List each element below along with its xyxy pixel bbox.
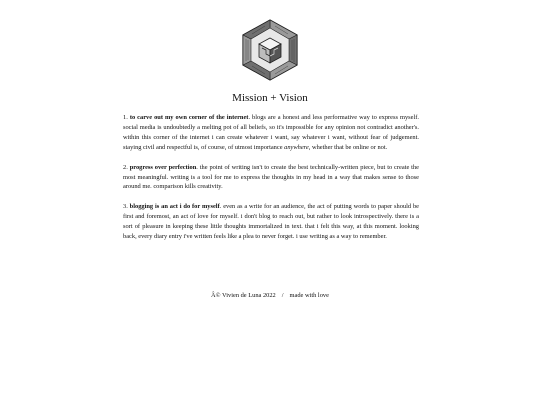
item-emphasis: anywhere xyxy=(284,143,309,151)
item-text: . blogs are a honest and less performative way to express myself. social media is undoubtedly a melting pot of all beliefs, so it's impossible for any opinion not contradict another's. within this corner of the internet i can create whatever i want, say whatever i want, without fear of judgement. staying civil and respectful is, of course, of utmost importance xyxy=(123,114,419,151)
item-number: 2. xyxy=(123,163,128,171)
list-item xyxy=(123,163,419,193)
isometric-cube-logo-icon xyxy=(239,18,301,82)
list-item xyxy=(123,202,419,242)
item-heading: to carve out my own corner of the internet xyxy=(129,114,249,121)
copyright-text: Â© Vivien de Luna 2022 xyxy=(211,292,276,299)
footer-separator: / xyxy=(281,292,284,299)
item-text: . the point of writing isn't to create the best technically-written piece, but to create the most meaningful. writing is a tool for me to express the thoughts in my head in a way that makes sense to those around me. comparison kills creativity. xyxy=(123,163,419,191)
item-number: 3. xyxy=(123,203,128,211)
item-heading: progress over perfection xyxy=(129,163,197,171)
item-text: . even as a write for an audience, the act of putting words to paper should be first and foremost, an act of love for myself. i don't blog to reach out, but rather to look introspectively. there is a sort of pleasure in keeping these little thoughts immortalized in text. that i felt this way, at this moment. looking back, every diary entry i've written feels like a plea to never forget. i use writing as a way to remember. xyxy=(123,203,419,241)
footer xyxy=(0,291,540,300)
item-heading: blogging is an act i do for myself xyxy=(129,203,220,211)
mission-list xyxy=(123,113,419,252)
item-number: 1. xyxy=(123,114,128,121)
list-item xyxy=(123,113,419,153)
page-title: Mission + Vision xyxy=(232,92,308,104)
made-with-love-text: made with love xyxy=(289,292,329,299)
item-text-end: , whether that be online or not. xyxy=(308,143,388,151)
